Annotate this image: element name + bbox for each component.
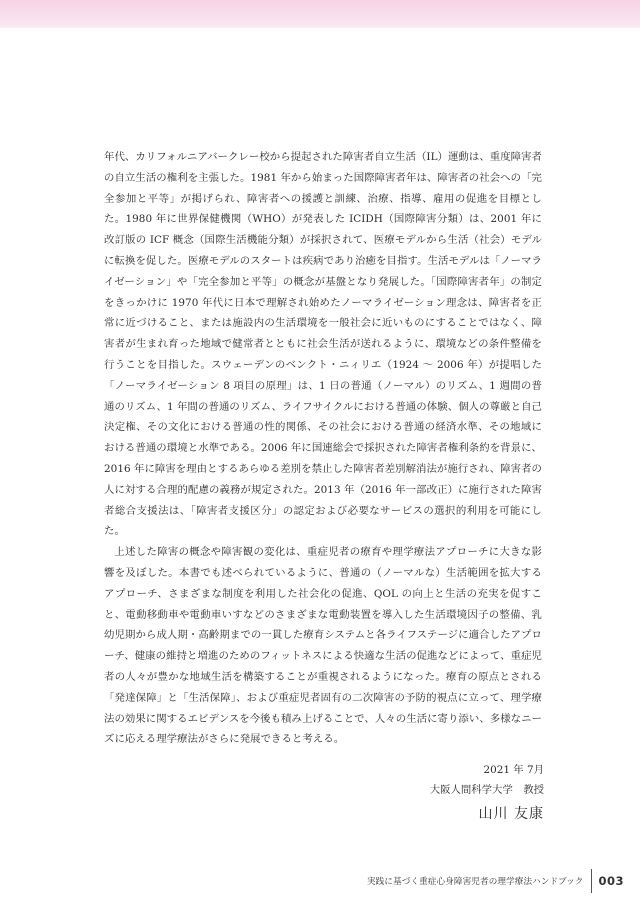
signature-block (430, 760, 544, 824)
paragraph-1: 年代、カリフォルニアバークレー校から提起された障害者自立生活（IL）運動は、重度障害者の自立生活の権利を主張した。1981 年から始まった国際障害者年は、障害者の社会への「完全参加と平等」が掲げられ、障害者への援護と訓練、治療、指導、雇用の促進を目標とした。1980 年に世界保健機関（WHO）が発表した ICIDH（国際障害分類）は、2001 年に改訂版の ICF 概念（国際生活機能分類）が採択されて、医療モデルから生活（社会）モデルに転換を促した。医療モデルのスタートは疾病であり治癒を目指す。生活モデルは「ノーマライゼーション」や「完全参加と平等」の概念が基盤となり発展した。「国際障害者年」の制定をきっかけに 1970 年代に日本で理解され始めたノーマライゼーション理念は、障害者を正常に近づけること、または施設内の生活環境を一般社会に近いものにすることではなく、障害者が生まれ育った地域で健常者とともに社会生活が送れるように、環境などの条件整備を行うことを目指した。スウェーデンのベンクト・ニィリエ（1924 〜 2006 年）が提唱した「ノーマライゼーション 8 項目の原理」は、1 日の普通（ノーマル）のリズム、1 週間の普通のリズム、1 年間の普通のリズム、ライフサイクルにおける普通の体験、個人の尊厳と自己決定権、その文化における普通の性的関係、その社会における普通の経済水準、その地域における普通の環境と水準である。2006 年に国連総会で採択された障害者権利条約を背景に、2016 年に障害を理由とするあらゆる差別を禁止した障害者差別解消法が施行され、障害者の人に対する合理的配慮の義務が規定された。2013 年（2016 年一部改正）に施行された障害者総合支援法は、「障害者支援区分」の認定および必要なサービスの選択的利用を可能にした。 (104, 151, 542, 538)
page-number: 003 (598, 874, 624, 888)
top-color-band (0, 0, 640, 28)
signature-name: 山川 友康 (478, 806, 544, 822)
footer-book-title: 実践に基づく重症心身障害児者の理学療法ハンドブック (366, 877, 584, 887)
signature-affiliation: 大阪人間科学大学 教授 (429, 784, 544, 796)
signature-date: 2021 年 7月 (483, 764, 544, 776)
paragraph-2: 上述した障害の概念や障害観の変化は、重症児者の療育や理学療法アプローチに大きな影響を及ぼした。本書でも述べられているように、普通の（ノーマルな）生活範囲を拡大するアプローチ、さまざまな制度を利用した社会化の促進、QOL の向上と生活の充実を促すこと、電動移動車や電動車いすなどのさまざまな電動装置を導入した生活環境因子の整備、乳幼児期から成人期・高齢期までの一貫した療育システムと各ライフステージに適合したアプローチ、健康の維持と増進のためのフィットネスによる快適な生活の促進などによって、重症児者の人々が豊かな地域生活を構築することが重視されるようになった。療育の原点とされる「発達保障」と「生活保障」、および重症児者固有の二次障害の予防的視点に立って、理学療法の効果に関するエビデンスを今後も積み上げることで、人々の生活に寄り添い、多様なニーズに応える理学療法がさらに発展できると考える。 (104, 546, 542, 746)
body-text (104, 147, 542, 750)
footer-divider (591, 869, 592, 893)
page-footer (367, 869, 624, 893)
